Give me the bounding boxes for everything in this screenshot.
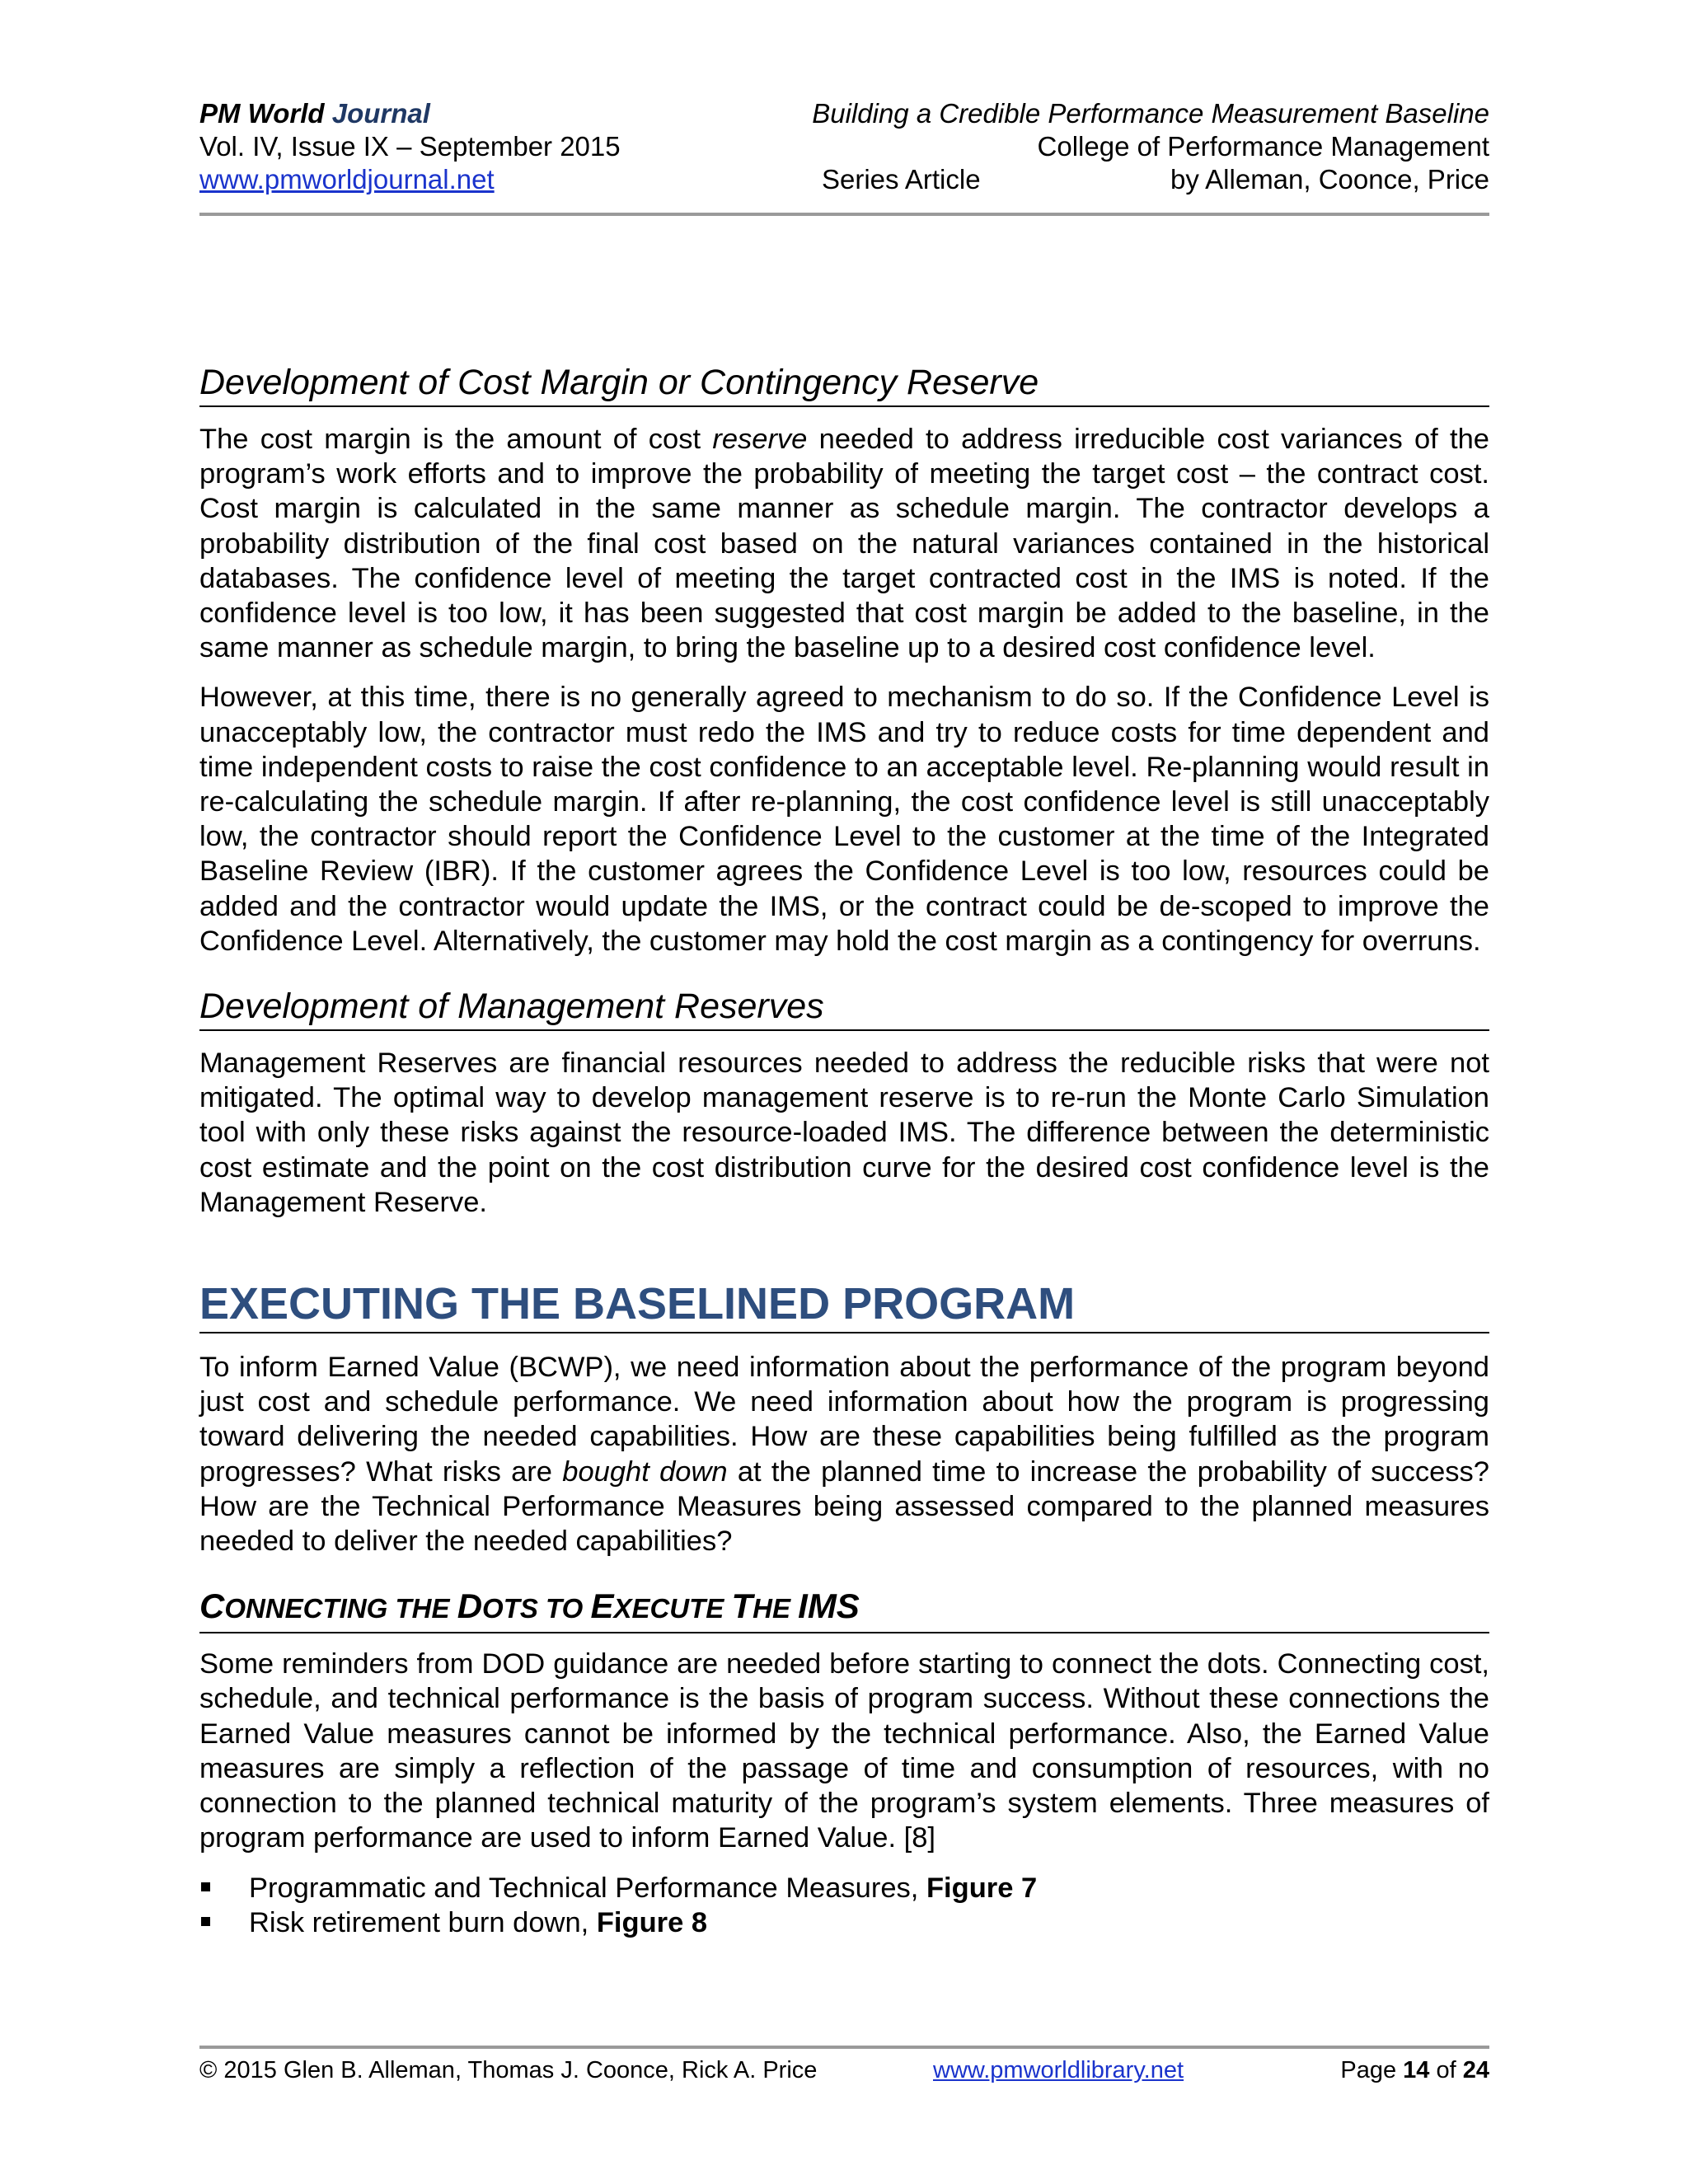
figure-reference: Figure 8 [596, 1906, 708, 1938]
journal-name-a: PM World [199, 98, 325, 129]
paragraph-executing: To inform Earned Value (BCWP), we need information about the performance of the program beyond just cost and schedule performance. We need information about how the program is progressing toward delivering the needed capabilities. How are these capabilities being fulfilled as the program progresses? What risks are bought down at the planned time to increase the probability of success? How are the Technical Performance Measures being assessed compared to the planned measures needed to deliver the needed capabilities? [199, 1352, 1489, 1558]
page [199, 97, 1489, 1940]
copyright: © 2015 Glen B. Alleman, Thomas J. Coonce, Rick A. Price [199, 2057, 818, 2083]
list-item: Programmatic and Technical Performance Measures, Figure 7 [199, 1871, 1489, 1905]
journal-name [199, 97, 430, 130]
journal-name-b: Journal [331, 98, 430, 129]
paragraph-connecting-the-dots: Some reminders from DOD guidance are needed before starting to connect the dots. Connecting cost, schedule, and technical performance is the basis of program success. Without these connections the Earned Value measures cannot be informed by the technical performance. Also, the Earned Value measures are simply a reflection of the passage of time and consumption of resources, with no connection to the planned technical maturity of the program’s system elements. Three measures of program performance are used to inform Earned Value. [8] [199, 1648, 1489, 1854]
authors-line: by Alleman, Coonce, Price [1170, 164, 1489, 194]
measures-list [199, 1871, 1489, 1940]
footer-divider [199, 2046, 1489, 2049]
series-label: Series Article [822, 164, 981, 194]
bullet-square-icon [201, 1917, 210, 1926]
paragraph-management-reserves: Management Reserves are financial resources needed to address the reducible risks that were not mitigated. The optimal way to develop management reserve is to re-run the Monte Carlo Simulation tool with only these risks against the resource-loaded IMS. The difference between the deterministic cost estimate and the point on the cost distribution curve for the desired cost confidence level is the Management Reserve. [199, 1047, 1489, 1218]
page-number: Page 14 of 24 [1340, 2057, 1489, 2083]
header-divider [199, 213, 1489, 216]
list-item: Risk retirement burn down, Figure 8 [199, 1905, 1489, 1940]
article-title: Building a Credible Performance Measurement Baseline [812, 98, 1489, 129]
heading-executing-baselined-program: EXECUTING THE BASELINED PROGRAM [199, 1277, 1489, 1333]
figure-reference: Figure 7 [926, 1872, 1038, 1904]
heading-management-reserves: Development of Management Reserves [199, 985, 1489, 1031]
page-header [199, 97, 1489, 221]
journal-url-link[interactable]: www.pmworldjournal.net [199, 164, 495, 194]
volume-issue: Vol. IV, Issue IX – September 2015 [199, 131, 621, 162]
heading-cost-margin: Development of Cost Margin or Contingency Reserve [199, 361, 1489, 407]
heading-connecting-the-dots: CONNECTING THE DOTS TO EXECUTE THE IMS [199, 1585, 1489, 1633]
paragraph-cost-margin-2: However, at this time, there is no generally agreed to mechanism to do so. If the Confidence Level is unacceptably low, the contractor must redo the IMS and try to reduce costs for time dependent and time independent costs to raise the cost confidence to an acceptable level. Re-planning would result in re-calculating the schedule margin. If after re-planning, the cost confidence level is still unacceptably low, the contractor should report the Confidence Level to the customer at the time of the Integrated Baseline Review (IBR). If the customer agrees the Confidence Level is too low, resources could be added and the contractor would update the IMS, or the contract could be de-scoped to improve the Confidence Level. Alternatively, the customer may hold the cost margin as a contingency for overruns. [199, 682, 1489, 957]
bullet-square-icon [201, 1882, 210, 1891]
paragraph-cost-margin-1: The cost margin is the amount of cost reserve needed to address irreducible cost variances of the program’s work efforts and to improve the probability of meeting the target cost – the contract cost. Cost margin is calculated in the same manner as schedule margin. The contractor develops a probability distribution of the final cost based on the natural variances contained in the historical databases. The confidence level of meeting the target contracted cost in the IMS is noted. If the confidence level is too low, it has been suggested that cost margin be added to the baseline, in the same manner as schedule margin, to bring the baseline up to a desired cost confidence level. [199, 424, 1489, 664]
library-url-link[interactable]: www.pmworldlibrary.net [933, 2057, 1184, 2083]
organization: College of Performance Management [1037, 131, 1489, 162]
